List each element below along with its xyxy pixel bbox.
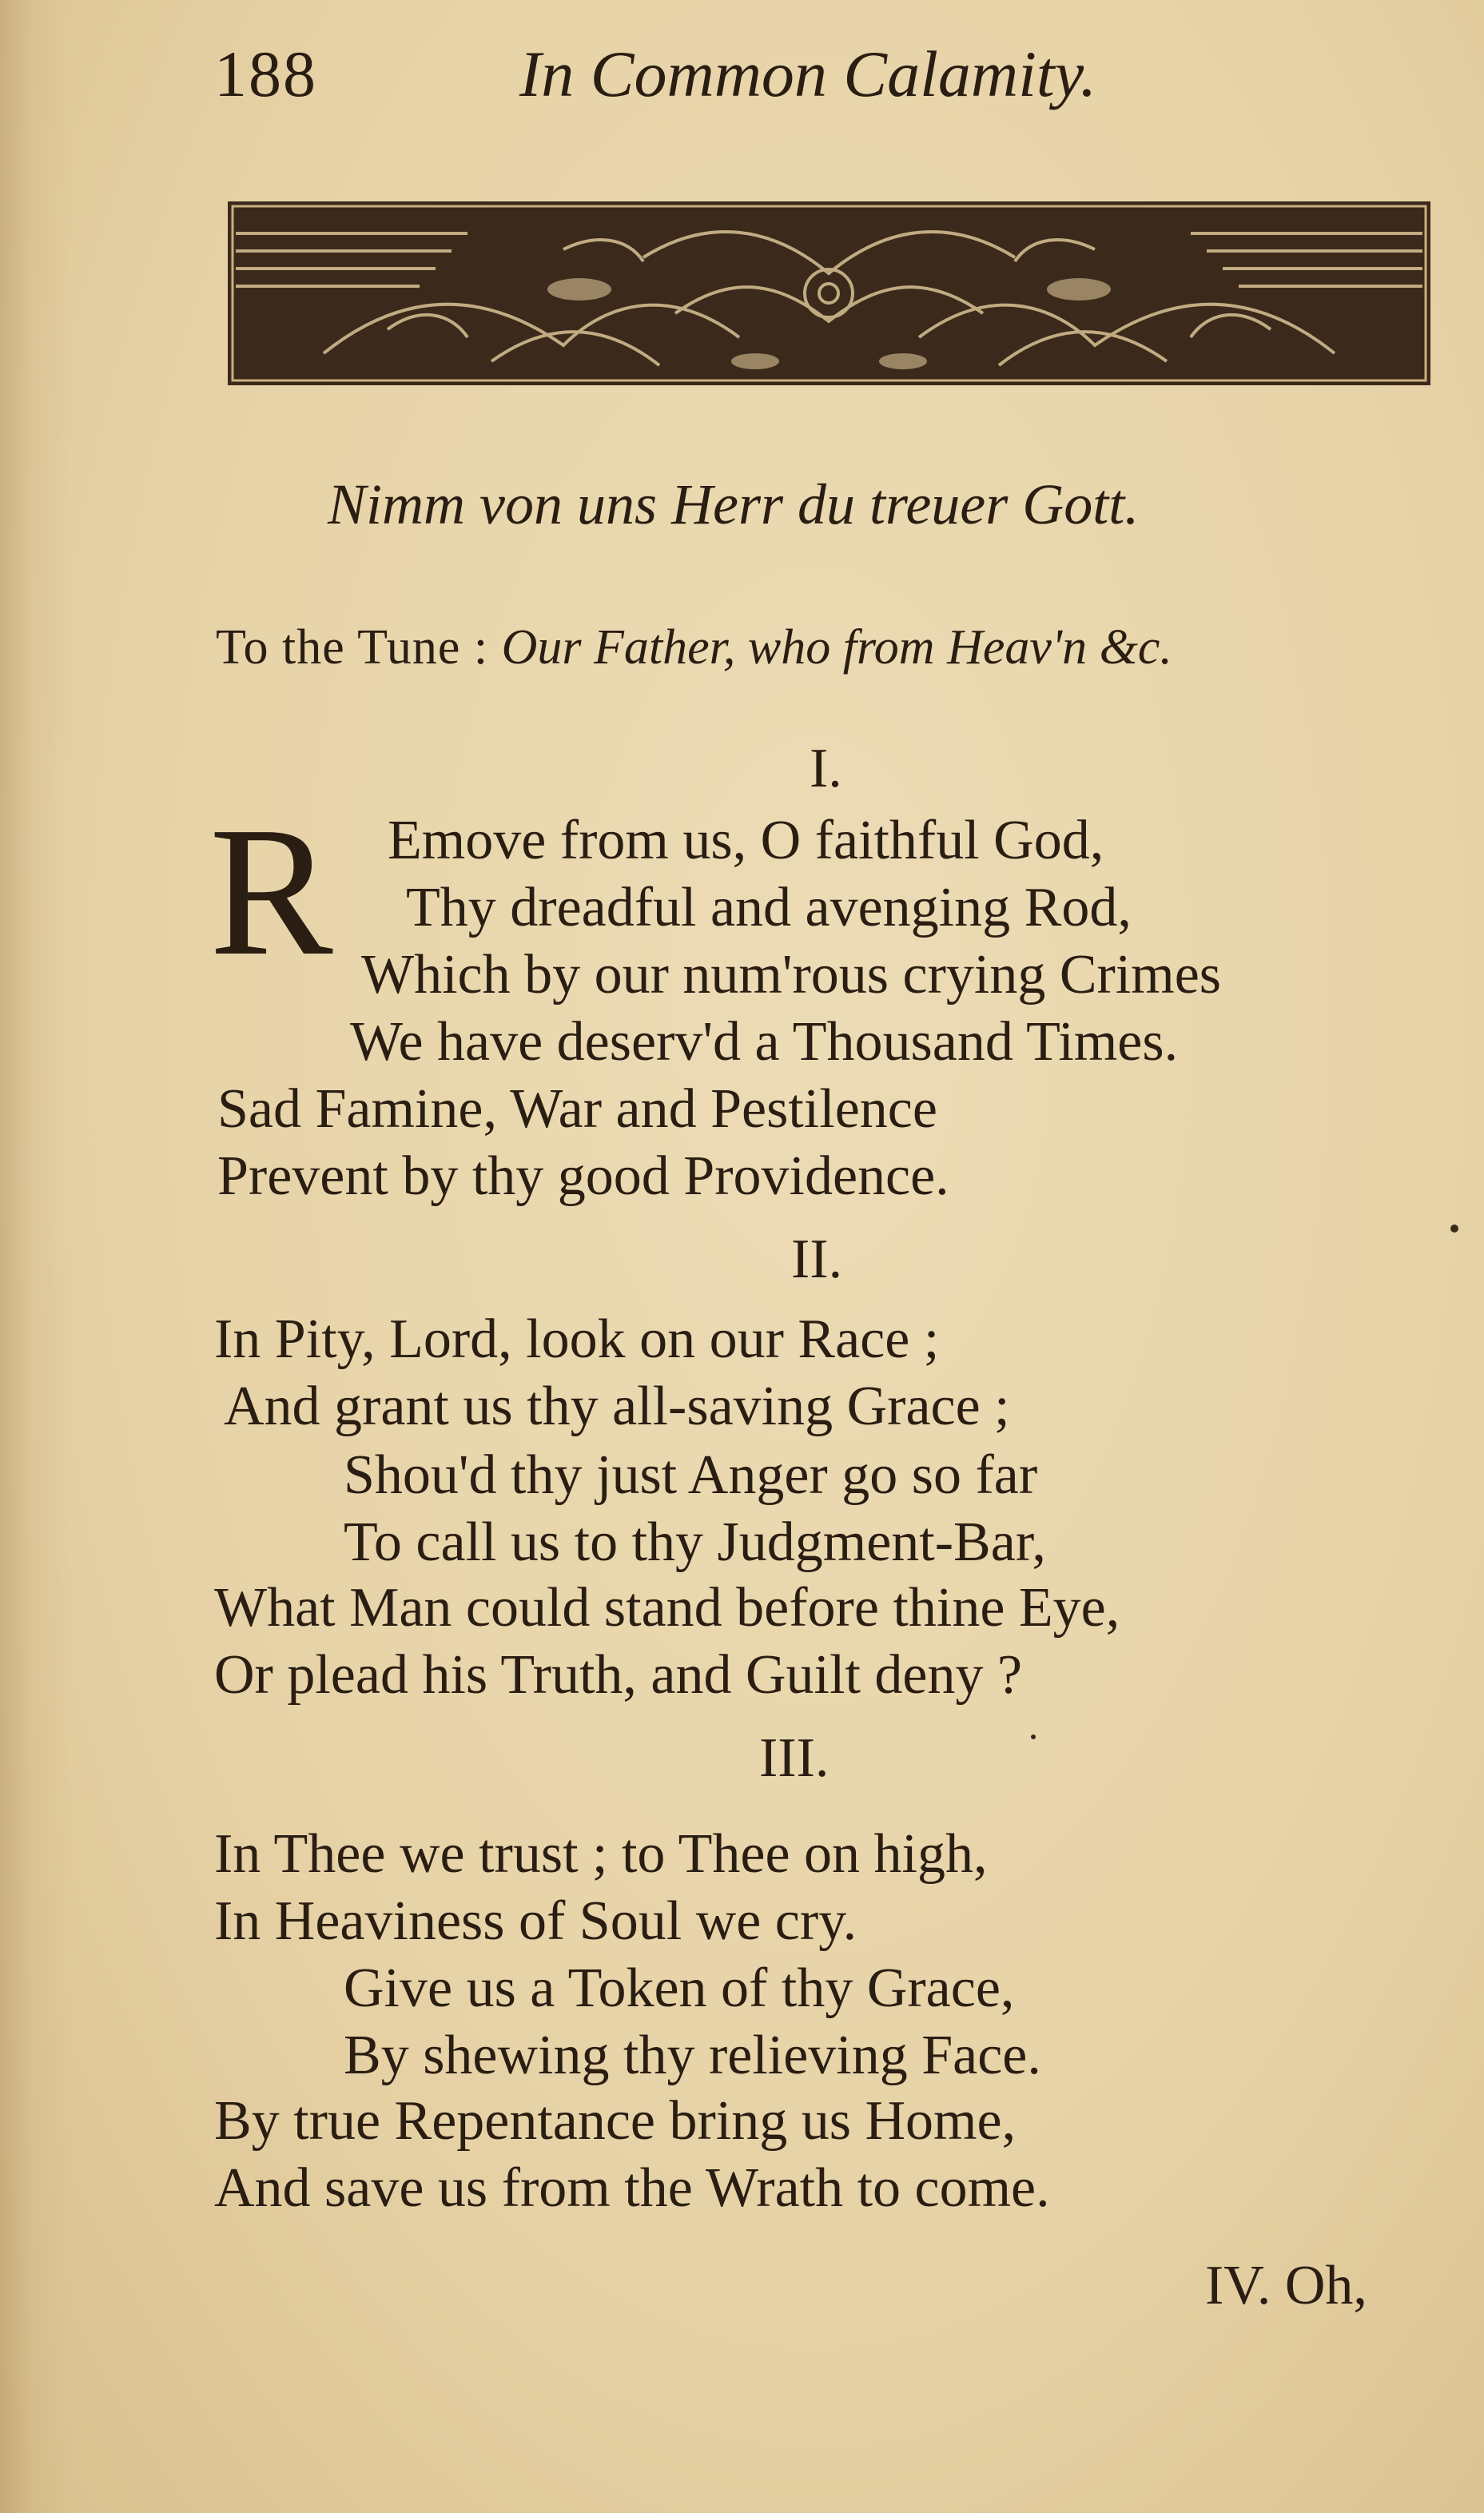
- hymn-title: Nimm von uns Herr du treuer Gott.: [328, 472, 1140, 536]
- verse-line: Thy dreadful and avenging Rod,: [406, 877, 1132, 938]
- verse-line: And grant us thy all-saving Grace ;: [224, 1376, 1010, 1437]
- stanza-numeral: III.: [759, 1727, 830, 1789]
- verse-line: Shou'd thy just Anger go so far: [344, 1444, 1038, 1506]
- tune-name: Our Father, who from Heav'n &c.: [501, 620, 1172, 675]
- stanza-numeral: I.: [810, 738, 842, 799]
- verse-line: In Heaviness of Soul we cry.: [214, 1890, 857, 1952]
- verse-line: Prevent by thy good Providence.: [217, 1145, 949, 1207]
- stanza-numeral: II.: [791, 1229, 843, 1290]
- verse-line: By shewing thy relieving Face.: [344, 2025, 1041, 2086]
- verse-line: And save us from the Wrath to come.: [214, 2157, 1050, 2219]
- verse-line: Emove from us, O faithful God,: [388, 810, 1104, 871]
- tune-prefix: To the Tune :: [216, 620, 502, 675]
- verse-line: By true Repentance bring us Home,: [214, 2090, 1017, 2152]
- verse-line: We have deserv'd a Thousand Times.: [350, 1011, 1179, 1073]
- verse-line: Sad Famine, War and Pestilence: [217, 1078, 937, 1140]
- floral-ornament-band-icon: [228, 201, 1430, 385]
- catchword: IV. Oh,: [1205, 2255, 1367, 2316]
- verse-line: What Man could stand before thine Eye,: [214, 1577, 1120, 1639]
- tune-line: [216, 619, 1172, 676]
- page-number: 188: [214, 38, 317, 110]
- verse-line: In Pity, Lord, look on our Race ;: [214, 1308, 940, 1370]
- ink-speck: [1450, 1225, 1458, 1233]
- drop-cap: R: [209, 789, 333, 994]
- verse-line: Which by our num'rous crying Crimes: [361, 944, 1222, 1006]
- verse-line: To call us to thy Judgment-Bar,: [344, 1511, 1046, 1573]
- verse-line: In Thee we trust ; to Thee on high,: [214, 1823, 988, 1885]
- verse-line: Give us a Token of thy Grace,: [344, 1957, 1015, 2019]
- verse-line: Or plead his Truth, and Guilt deny ?: [214, 1644, 1023, 1706]
- running-title: In Common Calamity.: [519, 38, 1097, 110]
- ink-speck: [1031, 1734, 1036, 1739]
